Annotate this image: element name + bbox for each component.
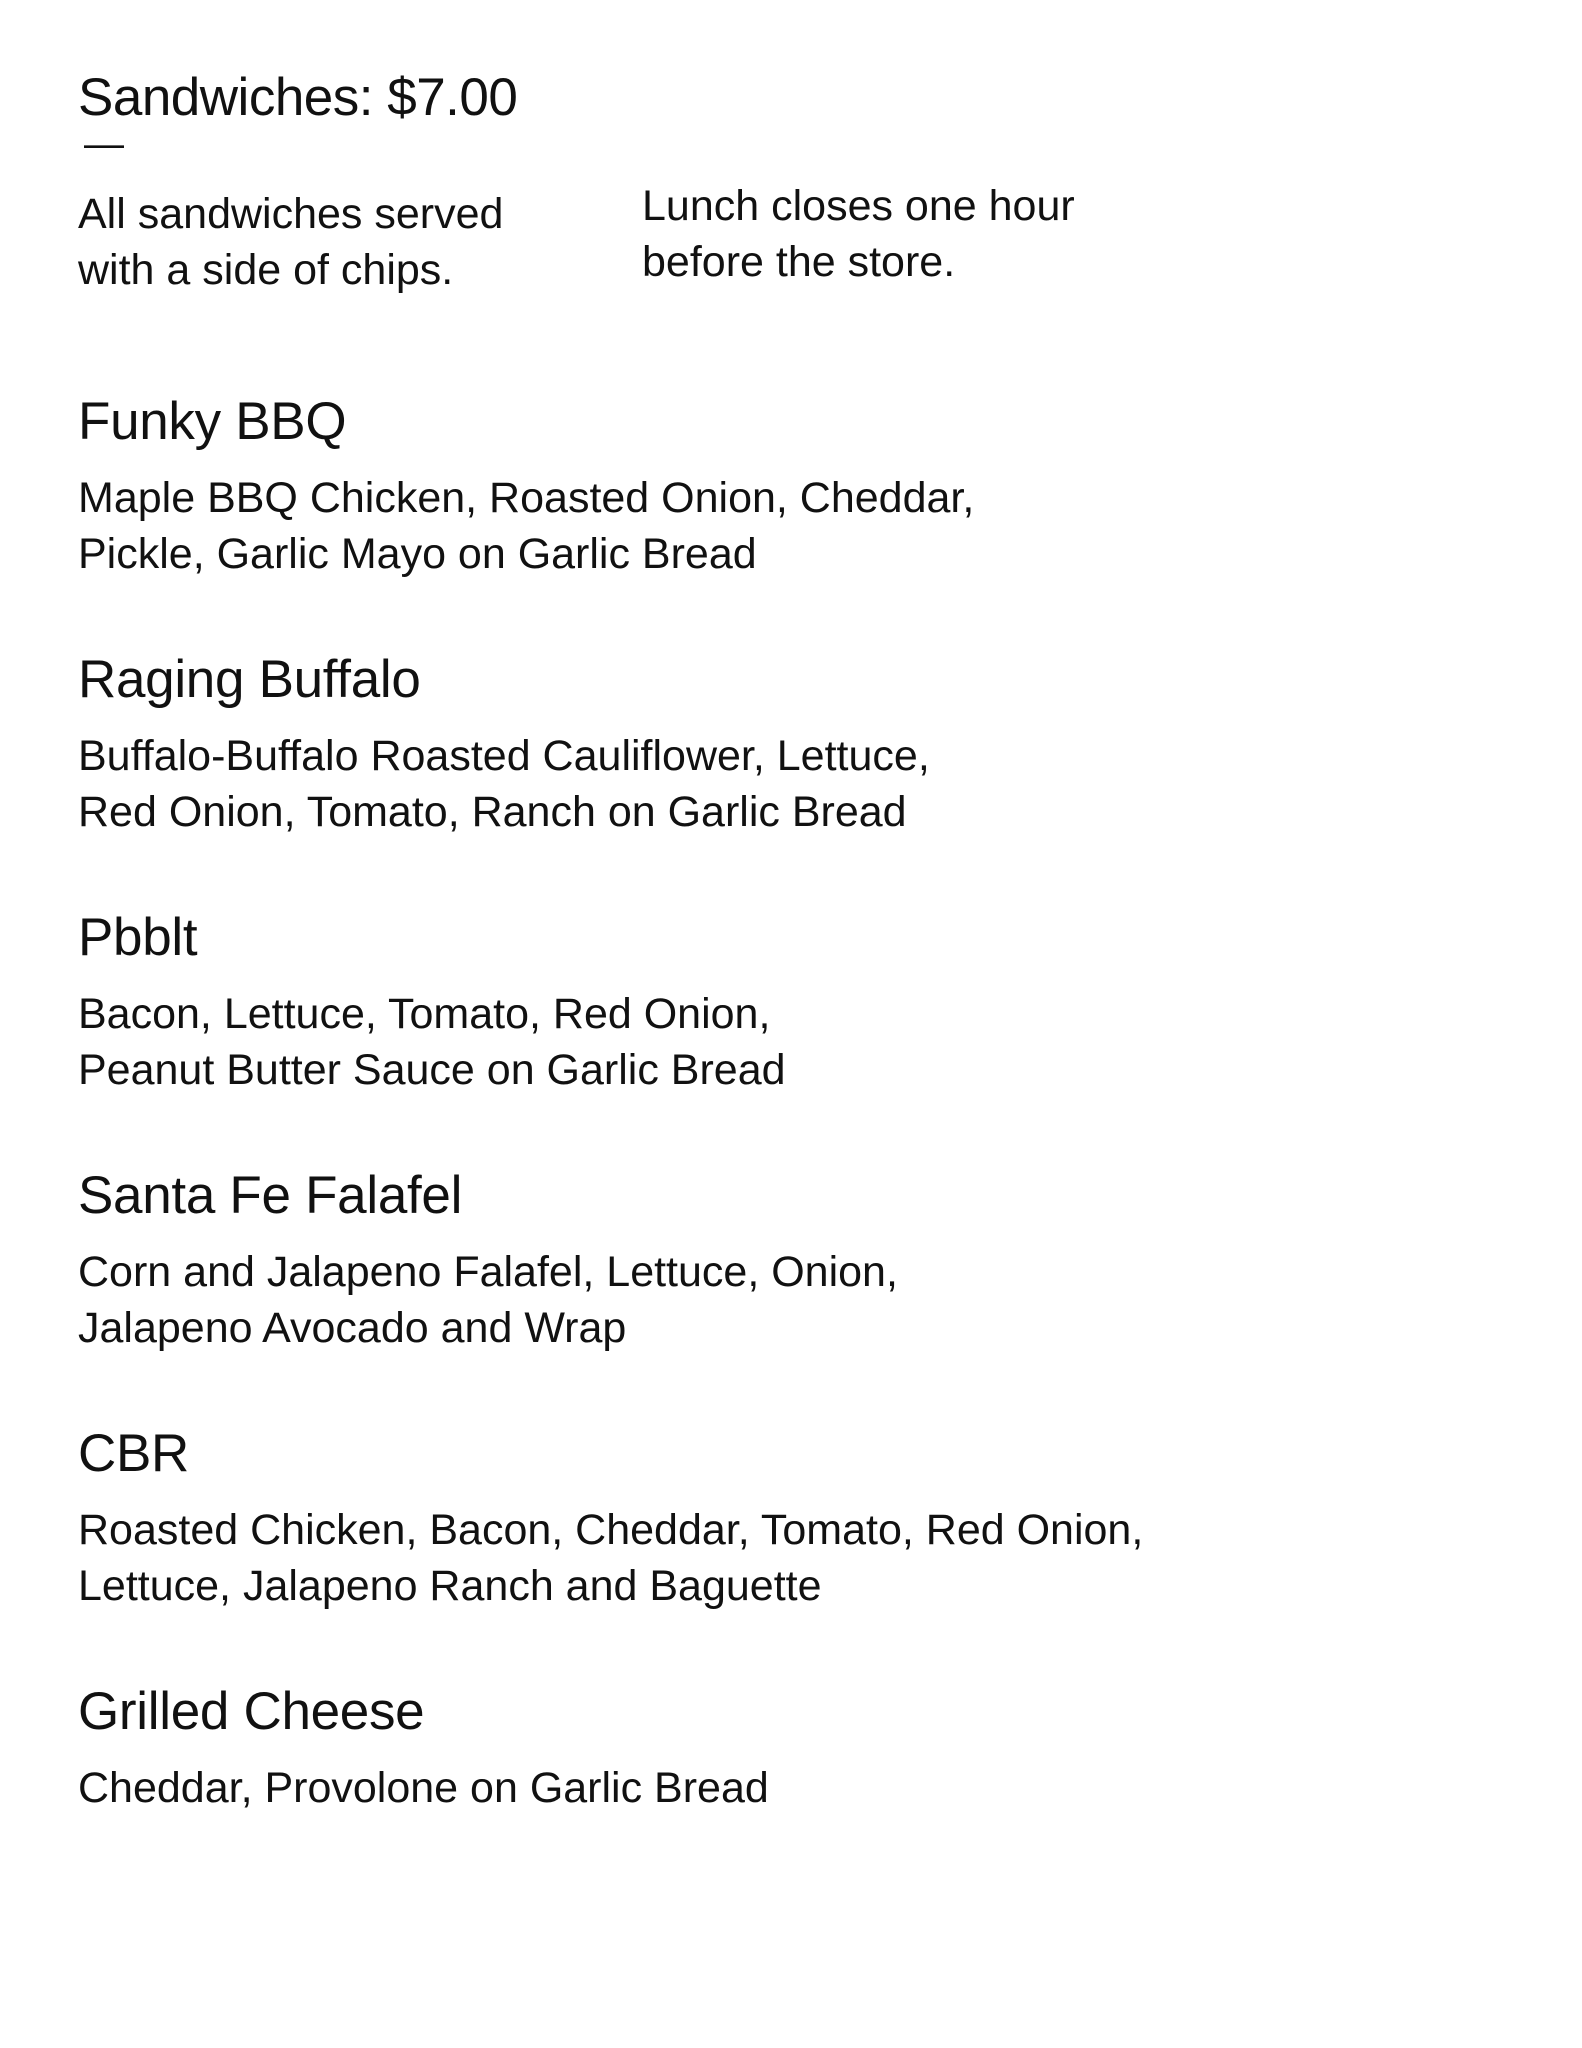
item-description: Bacon, Lettuce, Tomato, Red Onion, Peanut Butter Sauce on Garlic Bread [78,990,786,1094]
title-dash: — [84,122,124,166]
item-description: Roasted Chicken, Bacon, Cheddar, Tomato, Red Onion, Lettuce, Jalapeno Ranch and Baguette [78,1506,1144,1610]
menu-item-funky-bbq [78,388,1498,582]
item-name: Raging Buffalo [78,650,421,709]
item-name: CBR [78,1424,190,1483]
item-description: Corn and Jalapeno Falafel, Lettuce, Onion, Jalapeno Avocado and Wrap [78,1248,898,1352]
item-description: Buffalo-Buffalo Roasted Cauliflower, Lettuce, Red Onion, Tomato, Ranch on Garlic Bread [78,732,930,836]
item-name: Grilled Cheese [78,1682,425,1741]
lunch-hours-note: Lunch closes one hour before the store. [642,182,1075,286]
item-name: Pbblt [78,908,198,967]
chips-note: All sandwiches served with a side of chips. [78,190,504,294]
menu-item-santa-fe-falafel [78,1162,1498,1356]
menu-item-grilled-cheese [78,1678,1498,1816]
item-name: Santa Fe Falafel [78,1166,463,1225]
menu-item-cbr [78,1420,1498,1614]
menu-item-pbblt [78,904,1498,1098]
menu-title: Sandwiches: $7.00 [78,68,518,127]
item-description: Maple BBQ Chicken, Roasted Onion, Cheddar, Pickle, Garlic Mayo on Garlic Bread [78,474,975,578]
menu-item-raging-buffalo [78,646,1498,840]
item-description: Cheddar, Provolone on Garlic Bread [78,1764,769,1812]
item-name: Funky BBQ [78,392,347,451]
